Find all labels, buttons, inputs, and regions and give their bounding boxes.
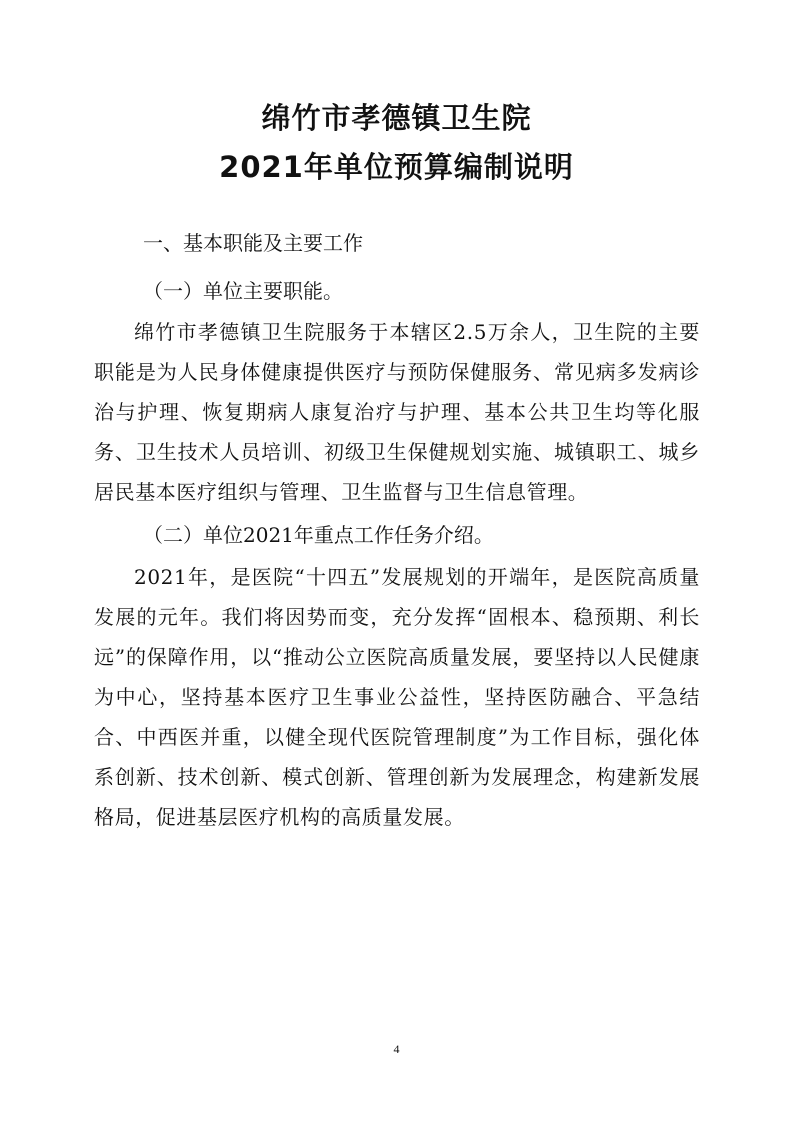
page-number: 4 [393,1042,400,1056]
section-heading: 一、基本职能及主要工作 [143,231,363,255]
paragraph-functions: 绵竹市孝德镇卫生院服务于本辖区2.5万余人，卫生院的主要职能是为人民身体健康提供医疗与预防保健服务、常见病多发病诊治与护理、恢复期病人康复治疗与护理、基本公共卫生均等化服务、卫生技术人员培训、初级卫生保健规划实施、城镇职工、城乡居民基本医疗组织与管理、卫生监督与卫生信息管理。 [94,320,700,504]
document-title-line1: 绵竹市孝德镇卫生院 [261,101,532,135]
subsection-heading-2: （二）单位2021年重点工作任务介绍。 [143,523,494,547]
paragraph-key-tasks: 2021年，是医院“十四五”发展规划的开端年，是医院高质量发展的元年。我们将因势而变，充分发挥“固根本、稳预期、利长远”的保障作用，以“推动公立医院高质量发展，要坚持以人民健康为中心，坚持基本医疗卫生事业公益性，坚持医防融合、平急结合、中西医并重，以健全现代医院管理制度”为工作目标，强化体系创新、技术创新、模式创新、管理创新为发展理念，构建新发展格局，促进基层医疗机构的高质量发展。 [94,565,700,829]
document-title-line2: 2021年单位预算编制说明 [219,150,574,184]
subsection-heading-1: （一）单位主要职能。 [143,279,343,303]
